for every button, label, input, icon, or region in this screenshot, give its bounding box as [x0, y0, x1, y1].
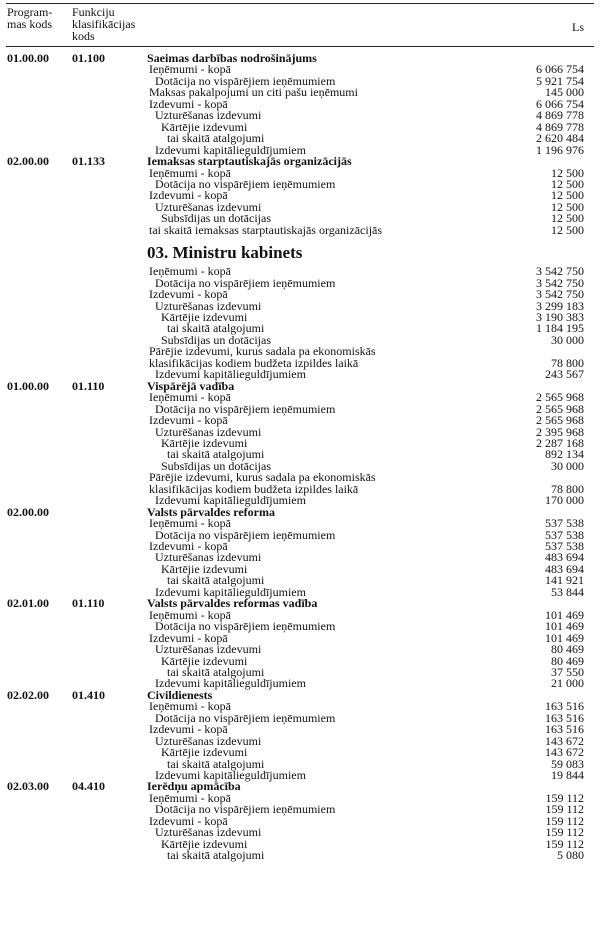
table-row [0, 277, 600, 289]
row-value: 12 500 [551, 211, 584, 226]
row-label: tai skaitā atalgojumi [167, 664, 265, 679]
section-row [0, 155, 600, 167]
row-value: 143 672 [545, 733, 584, 748]
row-label: Uzturēšanas izdevumi [155, 733, 262, 748]
table-row [0, 288, 600, 300]
table-row [0, 746, 600, 758]
program-code: 01.00.00 [7, 378, 49, 393]
table-row [0, 563, 600, 575]
table-row [0, 311, 600, 323]
table-row [0, 224, 600, 236]
row-label: Dotācija no vispārējiem ieņēmumiem [155, 73, 336, 88]
section-title: Ierēdņu apmācība [147, 779, 241, 794]
row-value: 537 538 [545, 539, 584, 553]
table-row [0, 300, 600, 312]
table-row [0, 414, 600, 426]
row-value: 5 921 754 [536, 73, 584, 88]
row-value: 30 000 [551, 332, 584, 347]
row-value: 12 500 [551, 199, 584, 214]
row-value: 78 800 [551, 481, 584, 496]
row-label: Dotācija no vispārējiem ieņēmumiem [155, 401, 336, 416]
table-row [0, 632, 600, 644]
row-label: Uzturēšanas izdevumi [155, 550, 262, 565]
row-label: tai skaitā atalgojumi [167, 848, 265, 863]
section-title: Valsts pārvaldes reformas vadība [147, 596, 318, 611]
row-label: Izdevumi - kopā [149, 630, 228, 645]
row-value: 143 672 [545, 745, 584, 760]
program-code: 02.02.00 [7, 687, 49, 702]
row-label: Dotācija no vispārējiem ieņēmumiem [155, 619, 336, 634]
row-label: Subsīdijas un dotācijas [161, 332, 271, 347]
row-label: Dotācija no vispārējiem ieņēmumiem [155, 527, 336, 542]
row-label: Ieņēmumi - kopā [149, 264, 231, 279]
top-rule [6, 3, 594, 4]
row-value: 12 500 [551, 176, 584, 191]
row-label: Uzturēšanas izdevumi [155, 298, 262, 313]
program-code: 02.00.00 [7, 504, 49, 519]
row-label: Dotācija no vispārējiem ieņēmumiem [155, 275, 336, 290]
header-program-code: Program- mas kods [7, 5, 53, 31]
row-label: Kārtējie izdevumi [161, 745, 248, 760]
row-label: tai skaitā atalgojumi [167, 447, 265, 462]
table-row [0, 437, 600, 449]
section-title: Civildienests [147, 687, 213, 702]
row-label: Kārtējie izdevumi [161, 435, 248, 450]
table-row [0, 322, 600, 334]
row-value: 78 800 [551, 355, 584, 370]
row-value: 170 000 [545, 493, 584, 508]
table-row [0, 109, 600, 121]
row-value: 243 567 [545, 367, 584, 382]
row-value: 37 550 [551, 664, 584, 679]
row-label: Ieņēmumi - kopā [149, 607, 231, 622]
row-label: Uzturēšanas izdevumi [155, 424, 262, 439]
row-label: Pārējie izdevumi, kurus sadala pa ekonomiskās [149, 344, 376, 359]
row-label: Kārtējie izdevumi [161, 119, 248, 134]
program-code: 01.00.00 [7, 51, 49, 65]
table-row [0, 723, 600, 735]
program-code: 02.00.00 [7, 154, 49, 169]
row-value: 1 196 976 [536, 142, 584, 157]
row-value: 3 542 750 [536, 287, 584, 302]
row-label: tai skaitā atalgojumi [167, 756, 265, 771]
row-value: 163 516 [545, 699, 584, 714]
row-value: 159 112 [545, 790, 584, 805]
row-label: Kārtējie izdevumi [161, 310, 248, 324]
table-row [0, 86, 600, 98]
row-label: Ieņēmumi - kopā [149, 62, 231, 77]
row-label: Izdevumi - kopā [149, 188, 228, 203]
section-row [0, 380, 600, 392]
row-value: 3 542 750 [536, 264, 584, 279]
section-row [0, 597, 600, 609]
row-value: 537 538 [545, 527, 584, 542]
table-row [0, 620, 600, 632]
row-value: 6 066 754 [536, 96, 584, 111]
row-label: Kārtējie izdevumi [161, 561, 248, 576]
table-row [0, 201, 600, 213]
row-value: 59 083 [551, 756, 584, 771]
table-row [0, 815, 600, 827]
row-label: Ieņēmumi - kopā [149, 165, 231, 180]
row-value: 3 299 183 [536, 298, 584, 313]
row-value: 21 000 [551, 676, 584, 691]
row-label: klasifikācijas kodiem budžeta izpildes laikā [149, 481, 359, 496]
section-row [0, 780, 600, 792]
row-label: Subsīdijas un dotācijas [161, 211, 271, 226]
row-value: 159 112 [545, 825, 584, 840]
function-code: 04.410 [72, 779, 105, 794]
chapter-title: 03. Ministru kabinets [147, 243, 303, 263]
row-label: Dotācija no vispārējiem ieņēmumiem [155, 802, 336, 817]
program-code: 02.03.00 [7, 779, 49, 794]
header-currency: Ls [572, 20, 584, 34]
row-value: 101 469 [545, 630, 584, 645]
row-value: 19 844 [551, 768, 584, 782]
row-label: Ieņēmumi - kopā [149, 390, 231, 405]
row-value: 159 112 [545, 836, 584, 851]
row-label: Dotācija no vispārējiem ieņēmumiem [155, 710, 336, 725]
row-label: Kārtējie izdevumi [161, 836, 248, 851]
row-label: Uzturēšanas izdevumi [155, 642, 262, 657]
table-row [0, 529, 600, 541]
row-label: tai skaitā atalgojumi [167, 131, 265, 146]
table-row [0, 540, 600, 552]
row-label: Izdevumi kapitālieguldījumiem [155, 367, 306, 382]
row-value: 12 500 [551, 188, 584, 203]
row-value: 101 469 [545, 607, 584, 622]
header-rule [6, 46, 594, 47]
row-value: 2 620 484 [536, 131, 584, 146]
row-value: 159 112 [545, 802, 584, 817]
row-label: tai skaitā atalgojumi [167, 573, 265, 588]
table-row [0, 189, 600, 201]
row-label: Izdevumi - kopā [149, 722, 228, 737]
row-value: 2 565 968 [536, 401, 584, 416]
row-value: 141 921 [545, 573, 584, 588]
table-row [0, 826, 600, 838]
table-row [0, 712, 600, 724]
table-row [0, 448, 600, 460]
function-code: 01.110 [72, 596, 105, 611]
table-row [0, 494, 600, 506]
row-label: Izdevumi - kopā [149, 413, 228, 428]
row-label: Izdevumi kapitālieguldījumiem [155, 676, 306, 691]
row-label: Izdevumi kapitālieguldījumiem [155, 584, 306, 599]
row-label: Izdevumi - kopā [149, 539, 228, 553]
row-label: klasifikācijas kodiem budžeta izpildes laikā [149, 355, 359, 370]
row-label: Dotācija no vispārējiem ieņēmumiem [155, 176, 336, 191]
row-label: tai skaitā iemaksas starptautiskajās organizācijās [149, 222, 383, 237]
row-label: Kārtējie izdevumi [161, 653, 248, 668]
section-row [0, 689, 600, 701]
row-label: Izdevumi kapitālieguldījumiem [155, 768, 306, 782]
row-label: Izdevumi kapitālieguldījumiem [155, 493, 306, 508]
table-row [0, 426, 600, 438]
row-label: Izdevumi - kopā [149, 96, 228, 111]
row-label: Pārējie izdevumi, kurus sadala pa ekonomiskās [149, 470, 376, 485]
function-code: 01.100 [72, 51, 105, 65]
row-value: 1 184 195 [536, 321, 584, 336]
table-row [0, 735, 600, 747]
section-row [0, 506, 600, 518]
row-value: 159 112 [545, 813, 584, 828]
row-value: 80 469 [551, 642, 584, 657]
row-value: 483 694 [545, 561, 584, 576]
table-row [0, 121, 600, 133]
section-title: Vispārējā vadība [147, 378, 235, 393]
section-title: Saeimas darbības nodrošinājums [147, 51, 317, 65]
row-value: 101 469 [545, 619, 584, 634]
program-code: 02.01.00 [7, 596, 49, 611]
row-label: Uzturēšanas izdevumi [155, 199, 262, 214]
section-title: Valsts pārvaldes reforma [147, 504, 275, 519]
row-value: 4 869 778 [536, 108, 584, 123]
row-label: tai skaitā atalgojumi [167, 321, 265, 336]
row-value: 5 080 [557, 848, 584, 863]
row-value: 892 134 [545, 447, 584, 462]
table-row [0, 643, 600, 655]
row-label: Uzturēšanas izdevumi [155, 108, 262, 123]
row-value: 2 395 968 [536, 424, 584, 439]
section-title: Iemaksas starptautiskajās organizācijās [147, 154, 352, 169]
row-label: Uzturēšanas izdevumi [155, 825, 262, 840]
table-row [0, 403, 600, 415]
function-code: 01.410 [72, 687, 105, 702]
row-value: 12 500 [551, 165, 584, 180]
row-label: Ieņēmumi - kopā [149, 699, 231, 714]
table-row [0, 849, 600, 861]
table-row [0, 803, 600, 815]
table-row [0, 551, 600, 563]
section-row [0, 52, 600, 64]
table-row [0, 98, 600, 110]
row-value: 6 066 754 [536, 62, 584, 77]
chapter-heading [0, 243, 600, 263]
row-value: 3 542 750 [536, 275, 584, 290]
function-code: 01.110 [72, 378, 105, 393]
function-code: 01.133 [72, 154, 105, 169]
row-label: Ieņēmumi - kopā [149, 516, 231, 531]
row-label: Izdevumi - kopā [149, 287, 228, 302]
row-value: 483 694 [545, 550, 584, 565]
row-value: 80 469 [551, 653, 584, 668]
row-label: Izdevumi kapitālieguldījumiem [155, 142, 306, 157]
row-value: 3 190 383 [536, 310, 584, 324]
row-label: Izdevumi - kopā [149, 813, 228, 828]
row-label: Maksas pakalpojumi un citi pašu ieņēmumi [149, 85, 358, 100]
row-value: 30 000 [551, 458, 584, 473]
row-value: 2 565 968 [536, 390, 584, 405]
row-value: 4 869 778 [536, 119, 584, 134]
table-row [0, 655, 600, 667]
row-value: 163 516 [545, 722, 584, 737]
row-label: Ieņēmumi - kopā [149, 790, 231, 805]
header-function-code: Funkciju klasifikācijas kods [72, 5, 136, 43]
row-value: 145 000 [545, 85, 584, 100]
row-label: Subsīdijas un dotācijas [161, 458, 271, 473]
row-value: 12 500 [551, 222, 584, 237]
row-value: 2 287 168 [536, 435, 584, 450]
row-value: 53 844 [551, 584, 584, 599]
row-value: 163 516 [545, 710, 584, 725]
table-row [0, 178, 600, 190]
row-value: 2 565 968 [536, 413, 584, 428]
row-value: 537 538 [545, 516, 584, 531]
table-row [0, 838, 600, 850]
